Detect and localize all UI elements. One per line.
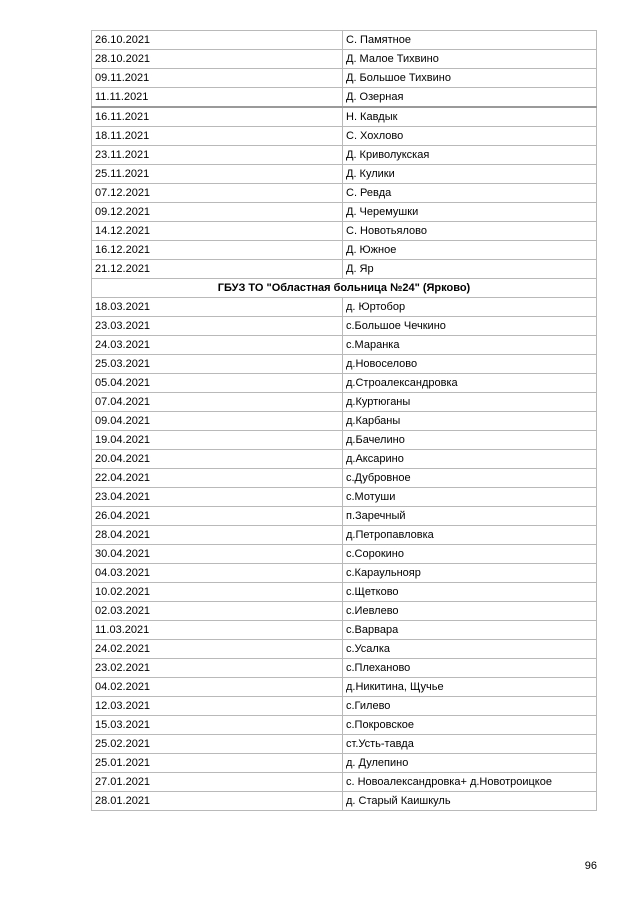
place-cell: с.Покровское [343,716,597,735]
date-cell: 15.03.2021 [92,716,343,735]
table-row [92,602,597,621]
date-cell: 23.02.2021 [92,659,343,678]
table-row [92,716,597,735]
date-cell: 21.12.2021 [92,260,343,279]
page-number: 96 [584,860,597,872]
date-cell: 24.03.2021 [92,336,343,355]
table-row [92,298,597,317]
place-cell: с.Караульнояр [343,564,597,583]
place-cell: Д. Озерная [343,88,597,108]
date-cell: 23.04.2021 [92,488,343,507]
place-cell: Д. Яр [343,260,597,279]
place-cell: с.Мотуши [343,488,597,507]
place-cell: д.Карбаны [343,412,597,431]
date-cell: 04.03.2021 [92,564,343,583]
place-cell: с.Дубровное [343,469,597,488]
place-cell: д.Никитина, Щучье [343,678,597,697]
date-cell: 11.03.2021 [92,621,343,640]
table-row [92,735,597,754]
table-row [92,697,597,716]
table-row [92,107,597,127]
date-cell: 25.11.2021 [92,165,343,184]
place-cell: д.Аксарино [343,450,597,469]
table-row [92,488,597,507]
table-row [92,374,597,393]
date-cell: 25.01.2021 [92,754,343,773]
place-cell: С. Хохлово [343,127,597,146]
date-cell: 16.11.2021 [92,107,343,127]
place-cell: Д. Южное [343,241,597,260]
table-row [92,69,597,88]
date-cell: 11.11.2021 [92,88,343,108]
table-row [92,146,597,165]
date-cell: 28.01.2021 [92,792,343,811]
table-row [92,412,597,431]
table-row [92,336,597,355]
date-cell: 24.02.2021 [92,640,343,659]
place-cell: С. Ревда [343,184,597,203]
table-row [92,317,597,336]
place-cell: с.Варвара [343,621,597,640]
place-cell: Д. Кулики [343,165,597,184]
date-cell: 04.02.2021 [92,678,343,697]
date-cell: 23.03.2021 [92,317,343,336]
date-cell: 09.11.2021 [92,69,343,88]
table-row [92,241,597,260]
table-row [92,678,597,697]
place-cell: с.Гилево [343,697,597,716]
date-cell: 28.10.2021 [92,50,343,69]
table-row [92,165,597,184]
schedule-table-body [92,31,597,811]
date-cell: 05.04.2021 [92,374,343,393]
date-cell: 25.03.2021 [92,355,343,374]
table-row [92,393,597,412]
table-row [92,792,597,811]
place-cell: Н. Кавдык [343,107,597,127]
place-cell: д. Дулепино [343,754,597,773]
place-cell: с.Плеханово [343,659,597,678]
place-cell: д. Старый Каишкуль [343,792,597,811]
date-cell: 23.11.2021 [92,146,343,165]
table-row [92,526,597,545]
date-cell: 28.04.2021 [92,526,343,545]
date-cell: 12.03.2021 [92,697,343,716]
table-row [92,88,597,108]
table-row [92,260,597,279]
section-header-row [92,279,597,298]
table-row [92,31,597,50]
place-cell: Д. Большое Тихвино [343,69,597,88]
table-row [92,507,597,526]
date-cell: 09.04.2021 [92,412,343,431]
place-cell: п.Заречный [343,507,597,526]
date-cell: 26.04.2021 [92,507,343,526]
date-cell: 02.03.2021 [92,602,343,621]
table-row [92,184,597,203]
date-cell: 18.03.2021 [92,298,343,317]
place-cell: С. Памятное [343,31,597,50]
place-cell: д.Петропавловка [343,526,597,545]
date-cell: 20.04.2021 [92,450,343,469]
date-cell: 14.12.2021 [92,222,343,241]
table-row [92,469,597,488]
table-row [92,773,597,792]
table-row [92,640,597,659]
date-cell: 16.12.2021 [92,241,343,260]
date-cell: 25.02.2021 [92,735,343,754]
date-cell: 19.04.2021 [92,431,343,450]
date-cell: 30.04.2021 [92,545,343,564]
table-row [92,621,597,640]
place-cell: с.Большое Чечкино [343,317,597,336]
date-cell: 07.12.2021 [92,184,343,203]
place-cell: д.Куртюганы [343,393,597,412]
place-cell: с.Маранка [343,336,597,355]
table-row [92,431,597,450]
table-row [92,355,597,374]
place-cell: д.Новоселово [343,355,597,374]
date-cell: 26.10.2021 [92,31,343,50]
date-cell: 10.02.2021 [92,583,343,602]
place-cell: С. Новотьялово [343,222,597,241]
section-title: ГБУЗ ТО "Областная больница №24" (Ярково) [92,279,597,298]
place-cell: ст.Усть-тавда [343,735,597,754]
date-cell: 09.12.2021 [92,203,343,222]
place-cell: д.Бачелино [343,431,597,450]
date-cell: 27.01.2021 [92,773,343,792]
table-row [92,545,597,564]
place-cell: Д. Криволукская [343,146,597,165]
place-cell: д.Строалександровка [343,374,597,393]
place-cell: с.Сорокино [343,545,597,564]
date-cell: 22.04.2021 [92,469,343,488]
place-cell: д. Юртобор [343,298,597,317]
table-row [92,754,597,773]
place-cell: с. Новоалександровка+ д.Новотроицкое [343,773,597,792]
place-cell: с.Усалка [343,640,597,659]
place-cell: с.Щетково [343,583,597,602]
table-row [92,583,597,602]
place-cell: Д. Черемушки [343,203,597,222]
table-row [92,50,597,69]
table-row [92,222,597,241]
place-cell: с.Иевлево [343,602,597,621]
table-row [92,564,597,583]
date-cell: 07.04.2021 [92,393,343,412]
table-row [92,203,597,222]
date-cell: 18.11.2021 [92,127,343,146]
table-row [92,450,597,469]
table-row [92,127,597,146]
table-row [92,659,597,678]
place-cell: Д. Малое Тихвино [343,50,597,69]
schedule-table [91,30,597,811]
